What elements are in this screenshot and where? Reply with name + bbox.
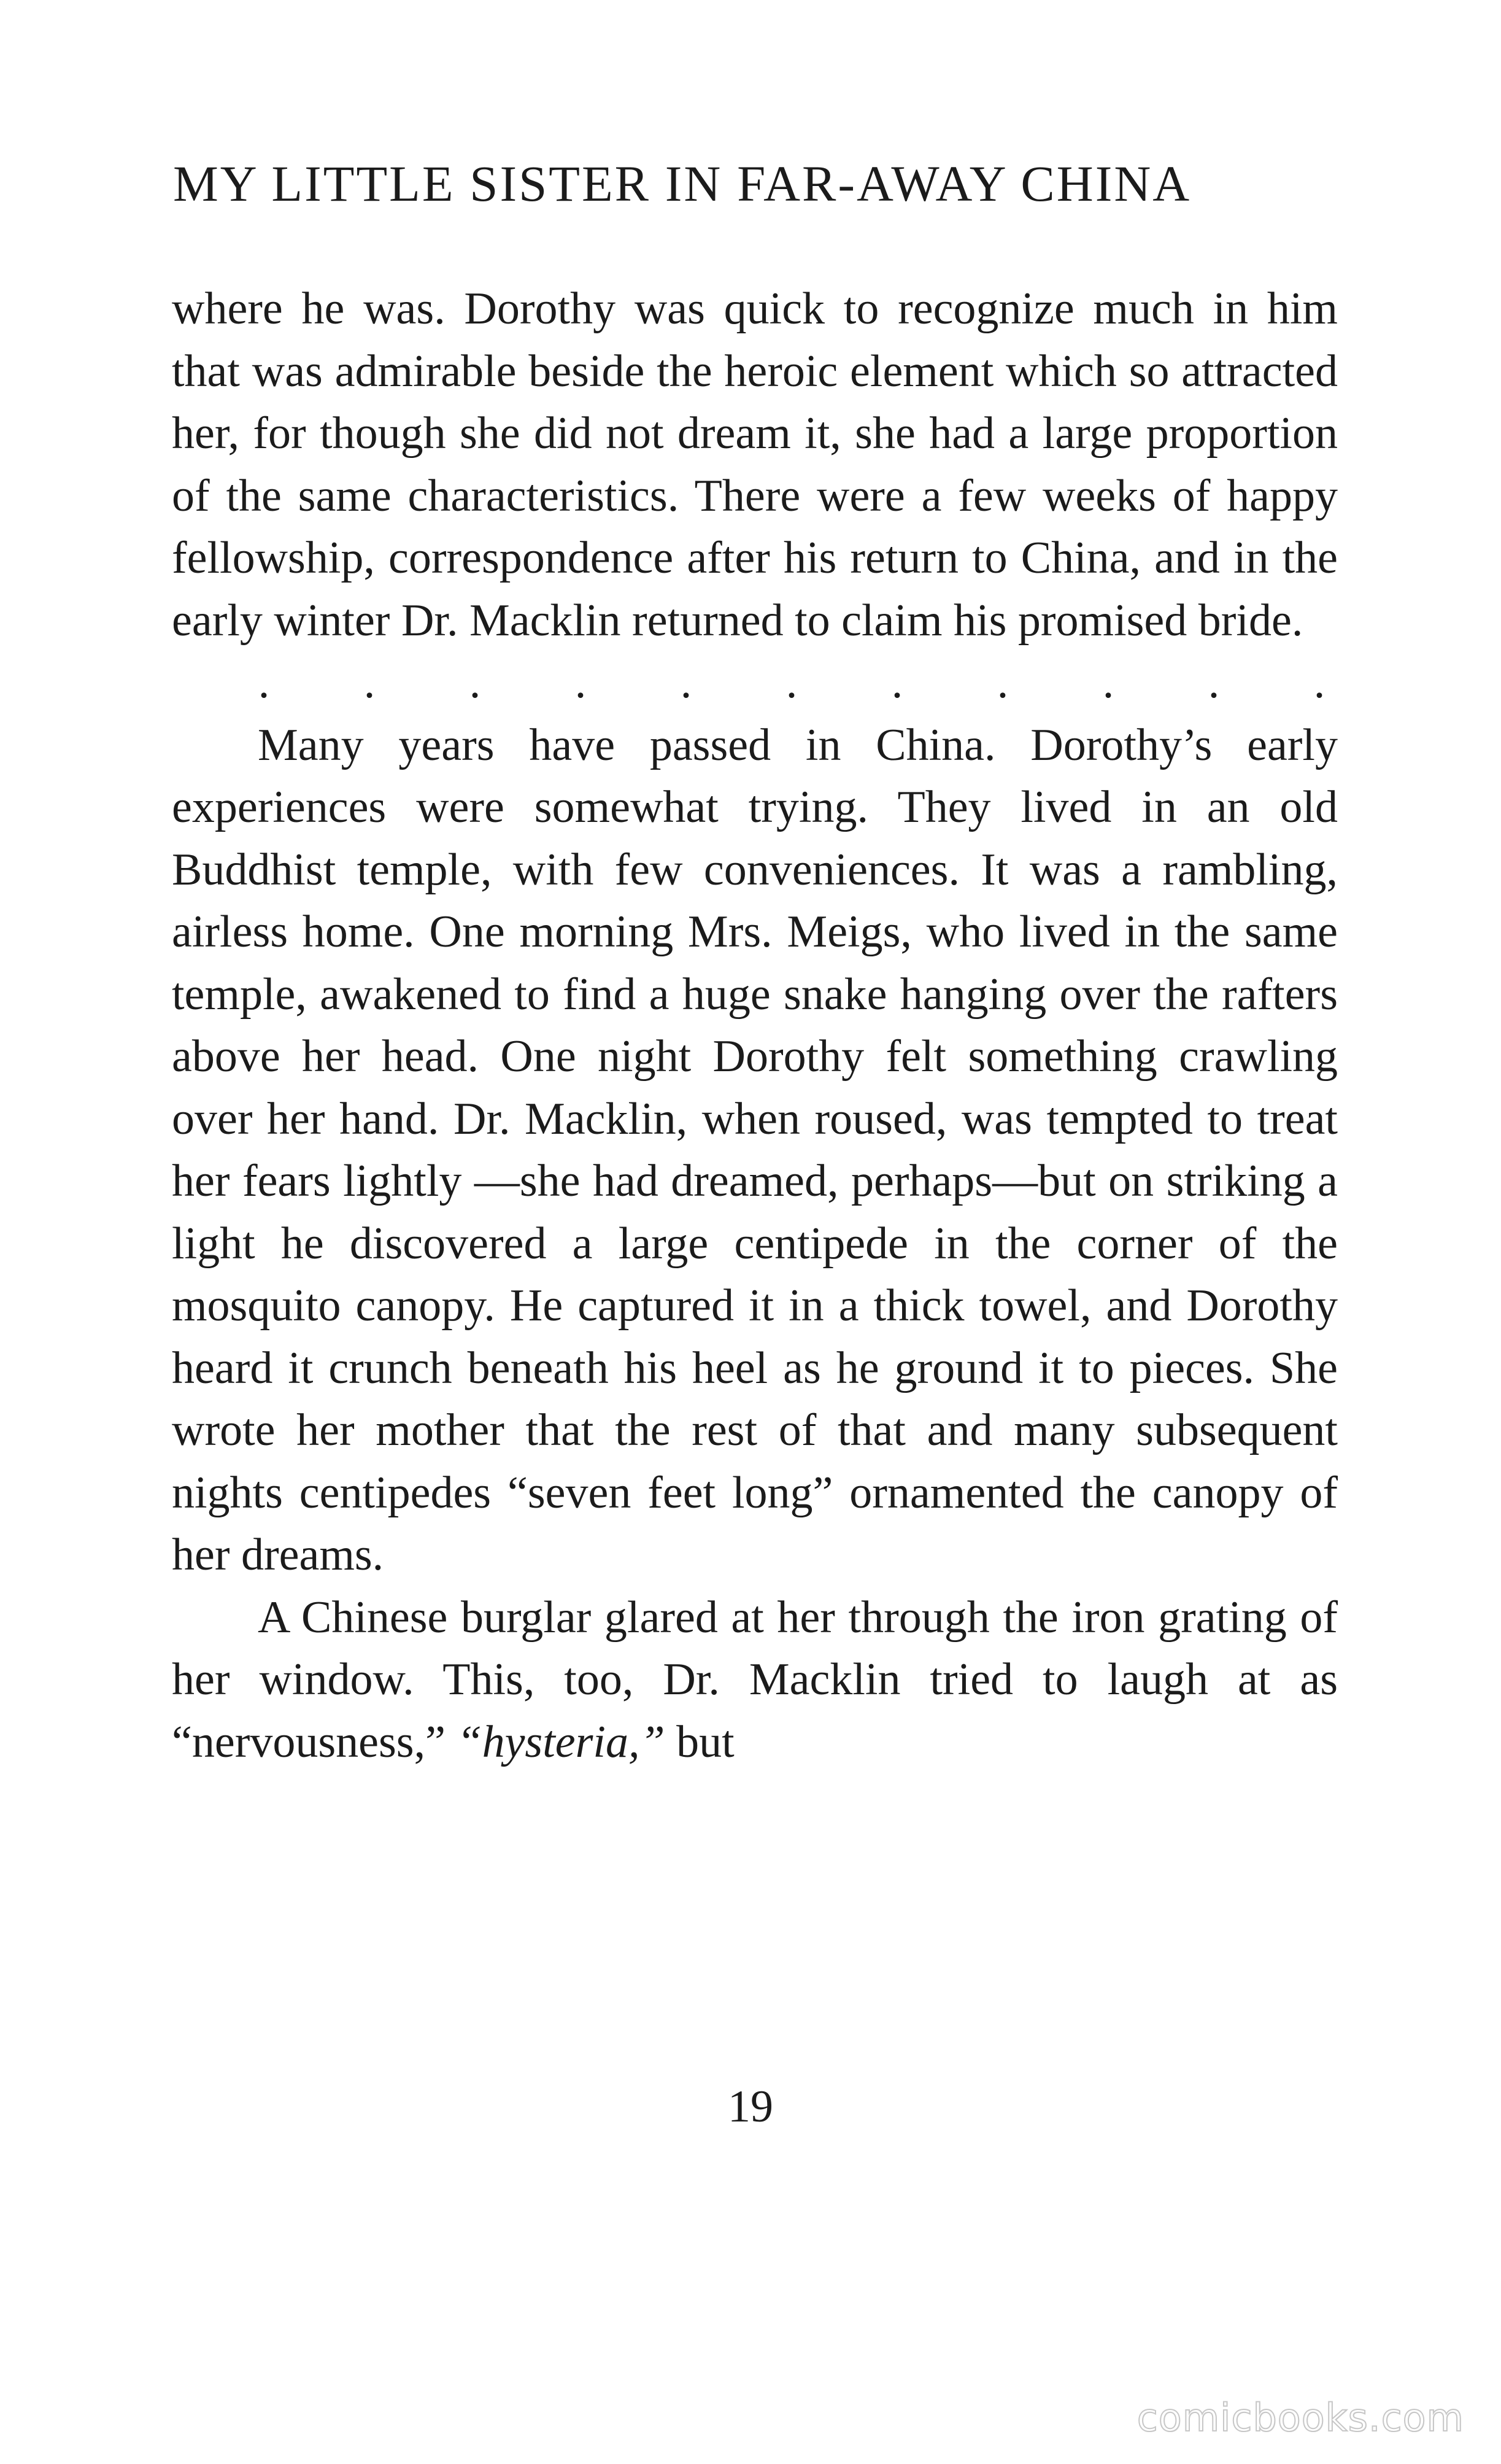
- watermark-logo: comicbooks.com: [1136, 2395, 1464, 2440]
- paragraph-text: A Chinese burglar glared at her through the iron grating of her window. This, too, Dr. Macklin tried to laugh at as “nervousness,”: [172, 1592, 1338, 1767]
- section-break-dot: .: [258, 657, 270, 708]
- section-break-dot: .: [997, 657, 1009, 708]
- section-break-dot: .: [574, 657, 587, 708]
- section-break-dot: .: [891, 657, 903, 708]
- section-break-dot: .: [469, 657, 481, 708]
- paragraph-continued: where he was. Dorothy was quick to recognize much in him that was admirable beside the heroic element which so attracted her, for though she did not dream it, she had a large proportion of the same characteristics. There were a few weeks of happy fellowship, correspondence after his return to China, and in the early winter Dr. Macklin returned to claim his promised bride.: [172, 284, 1338, 646]
- section-break: [172, 652, 1338, 715]
- body-text: [172, 278, 1338, 1773]
- section-break-dot: .: [680, 657, 692, 708]
- section-break-dot: .: [1313, 657, 1325, 708]
- section-break-dots: [258, 652, 1338, 715]
- running-head: MY LITTLE SISTER IN FAR-AWAY CHINA: [173, 155, 1192, 212]
- italic-word: “hysteria,”: [457, 1716, 665, 1767]
- section-break-dot: .: [1208, 657, 1220, 708]
- section-break-dot: .: [785, 657, 798, 708]
- page-number: 19: [728, 2082, 773, 2132]
- paragraph-text-end: but: [665, 1716, 735, 1767]
- paragraph: Many years have passed in China. Dorothy’s early experiences were somewhat trying. They lived in an old Buddhist temple, with few conveniences. It was a rambling, airless home. One morning Mrs. Meigs, who lived in the same temple, awakened to find a huge snake hanging over the rafters above her head. One night Dorothy felt something crawling over her hand. Dr. Macklin, when roused, was tempted to treat her fears lightly —she had dreamed, perhaps—but on striking a light he discovered a large centipede in the corner of the mosquito canopy. He captured it in a thick towel, and Dorothy heard it crunch beneath his heel as he ground it to pieces. She wrote her mother that the rest of that and many subsequent nights centipedes “seven feet long” ornamented the canopy of her dreams.: [172, 719, 1338, 1580]
- section-break-dot: .: [363, 657, 376, 708]
- section-break-dot: .: [1102, 657, 1114, 708]
- paragraph-last: [172, 1587, 1338, 1774]
